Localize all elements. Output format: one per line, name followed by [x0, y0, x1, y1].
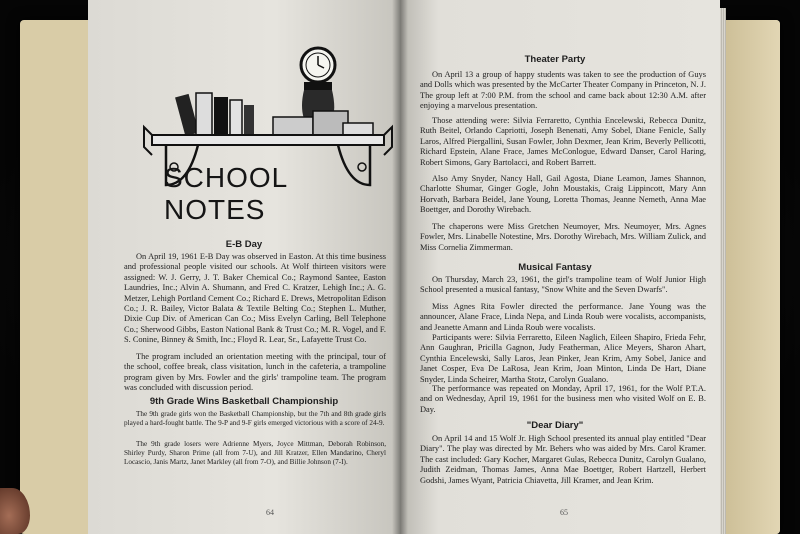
musical-fantasy-paragraph-1: On Thursday, March 23, 1961, the girl's trampoline team of Wolf Junior High School presented a musical fantasy, "Snow White and the Seven Dwarfs".	[420, 275, 706, 295]
basketball-paragraph-1: The 9th grade girls won the Basketball Championship, but the 7th and 8th grade girls played a hard-fought battle. The 9-P and 9-F girls emerged victorious with a score of 24-9.	[124, 410, 386, 428]
basketball-heading: 9th Grade Wins Basketball Championship	[149, 396, 339, 407]
musical-fantasy-heading: Musical Fantasy	[518, 262, 592, 273]
left-page	[88, 0, 400, 534]
theater-party-paragraph-3: Also Amy Snyder, Nancy Hall, Gail Agosta, Diane Leamon, James Shannon, Charlotte Shumar, Ginger Gogle, John Moustakis, Craig Lippincott, Mary Ann Horvath, Barbara Beidel, Jane Young, Loretta Thomas, Jeanne Nemeth, Anna Mae Boettger, and Dorothy Wirebach.	[420, 174, 706, 215]
musical-fantasy-paragraph-3: Participants were: Silvia Ferraretto, Eileen Naglich, Eileen Shapiro, Frieda Fehr, Ann Gaughran, Pricilla Gagnon, Judy Featherman, Alice Meyers, Sharon Ahart, Cynthia Encelewski, Sally Laros, Jean Pinker, Jean Krim, Amy Sobel, Janice and Janet Cosper, Eva De LaRosa, Jean Krim, Joan Minton, Linda De Hart, Diane Snyder, Linda Scheirer, Martha Stotz, Carolyn Gualano.	[420, 333, 706, 384]
dear-diary-heading: "Dear Diary"	[526, 420, 584, 431]
theater-party-paragraph-4: The chaperons were Miss Gretchen Neumoyer, Mrs. Neumoyer, Mrs. Agnes Fowler, Mrs. Linabelle Notestine, Mrs. Dorothy Wirebach, Mrs. William Zulick, and Miss Cornelia Zimmerman.	[420, 222, 706, 252]
eb-day-paragraph-1: On April 19, 1961 E-B Day was observed in Easton. At this time business and professional people visited our schools. At Wolf thirteen visitors were assigned: W. J. Gerry, J. T. Baker Chemical Co.; Raymond Santee, Easton Laundries, Inc.; Alvin A. Shumann, and Fred C. Kratzer, Lehigh Inc.; A. G. Metzer, Lehigh Portland Cement Co.; Richard E. Drews, Metropolitan Edison Co.; J. R. Bailey, Victor Balata & Textile Belting Co.; Stephen L. Muther, Dixie Cup Div. of American Can Co.; Miss Evelyn Carling, Bell Telephone Co.; Sherwood Gibbs, Easton National Bank & Trust Co.; M. R. Vogel, and F. S. Conine, Binney & Smith, Inc.; Floyd R. Lear, Sr., Lafayette Trust Co.	[124, 252, 386, 345]
eb-day-paragraph-2: The program included an orientation meeting with the principal, tour of the school, coffee break, class visitation, lunch in the cafeteria, a trampoline program given by Mrs. Fowler and the girls' trampoline team. The program was concluded with discussion period.	[124, 352, 386, 393]
dear-diary-paragraph-1: On April 14 and 15 Wolf Jr. High School presented its annual play entitled "Dear Diary". The play was directed by Mr. Behers who was aided by Mrs. Carol Kramer. The cast included: Gary Kocher, Margaret Gulas, Rebecca Dunitz, Carolyn Gualano, Judith Zeidman, Thomas James, Anna Mae Boettger, Robert Hartzell, Herbert Godshi, James Wyant, Patricia Chiavetta, Jill Kramer, and Jean Krim.	[420, 434, 706, 485]
musical-fantasy-paragraph-4: The performance was repeated on Monday, April 17, 1961, for the Wolf P.T.A. and on Wednesday, April 19, 1961 for the business men who visited Wolf on E. B. Day.	[420, 384, 706, 414]
right-page	[400, 0, 720, 534]
theater-party-paragraph-1: On April 13 a group of happy students was taken to see the production of Guys and Dolls which was presented by the McCarter Theater Company in Princeton, N. J. The group left at 7:00 P.M. from the school and came back about 12:30 A.M. after enjoying a marvelous presentation.	[420, 70, 706, 111]
book-gutter	[392, 0, 408, 534]
theater-party-paragraph-2: Those attending were: Silvia Ferraretto, Cynthia Encelewski, Rebecca Dunitz, Ruth Beitel, Orlando Capriotti, Joseph Benenati, Amy Sobel, Diane Fenicle, Sally Laros, Alfred Piergallini, Susan Fowler, John Dexmer, Jean Krim, Beverly Pellicotti, Richard Epstein, Alane Frace, James McConlogue, Edward Danser, Carol Haring, Robert Simons, Gary Bartolacci, and Robert Barrett.	[420, 116, 706, 167]
musical-fantasy-paragraph-2: Miss Agnes Rita Fowler directed the performance. Jane Young was the announcer, Alane Frace, Linda Nepa, and Linda Roub were vocalists, accompanists, and Jeanette Amann and Linda Roub were vocalists.	[420, 302, 706, 332]
theater-party-heading: Theater Party	[524, 54, 586, 65]
school-notes-title: SCHOOL NOTES	[164, 162, 288, 225]
page-edges	[720, 8, 726, 534]
page-number-left: 64	[266, 508, 274, 517]
page-number-right: 65	[560, 508, 568, 517]
eb-day-heading: E-B Day	[225, 239, 263, 250]
basketball-paragraph-2: The 9th grade losers were Adrienne Myers, Joyce Mittman, Deborah Robinson, Shirley Purdy, Sharon Prime (all from 7-U), and Jill Kratzer, Ellen Mandarino, Cheryl Locascio, Janis Martz, Janet Markley (all from 7-O), and Billie Johnson (7-I).	[124, 440, 386, 467]
